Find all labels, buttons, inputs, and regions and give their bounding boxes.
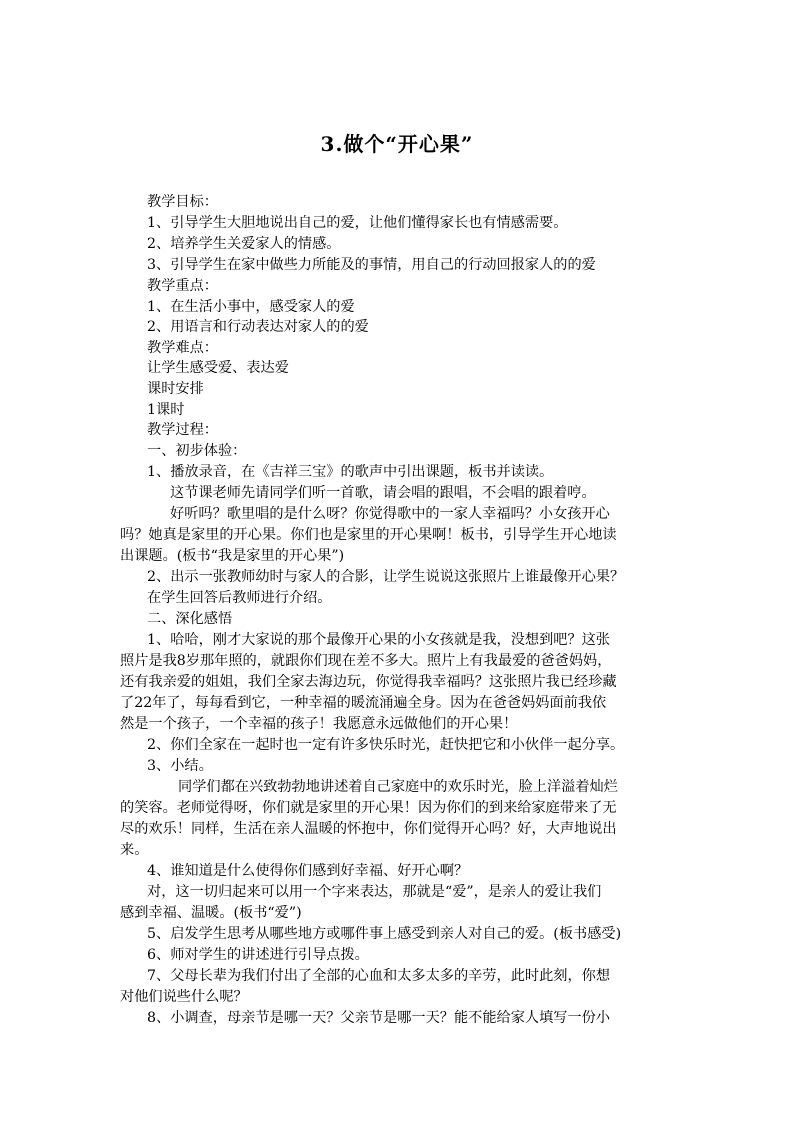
text-line: 1、在生活小事中，感受家人的爱 — [147, 299, 355, 315]
text-line: 感到幸福、温暖。(板书“爱”) — [120, 905, 302, 921]
text-line: 3、引导学生在家中做些力所能及的事情，用自己的行动回报家人的的爱 — [147, 257, 596, 273]
text-line: 课时安排 — [147, 381, 204, 397]
text-line: 教学目标： — [147, 194, 218, 210]
text-line: 对，这一切归起来可以用一个字来表达，那就是“爱”，是亲人的爱让我们 — [147, 884, 602, 900]
text-line: 还有我亲爱的姐姐，我们全家去海边玩，你觉得我幸福吗？这张照片我已经珍藏 — [120, 674, 617, 690]
text-line: 2、出示一张教师幼时与家人的合影，让学生说说这张照片上谁最像开心果？ — [147, 569, 625, 585]
text-line: 吗？她真是家里的开心果。你们也是家里的开心果啊！板书，引导学生开心地读 — [120, 527, 617, 543]
text-line: 教学过程： — [147, 422, 218, 438]
text-line: 这节课老师先请同学们听一首歌，请会唱的跟唱，不会唱的跟着哼。 — [170, 485, 596, 501]
text-line: 教学重点： — [147, 278, 218, 294]
text-line: 7、父母长辈为我们付出了全部的心血和太多太多的辛劳，此时此刻，你想 — [147, 968, 611, 984]
text-line: 6、师对学生的讲述进行引导点拨。 — [147, 947, 369, 963]
text-line: 2、你们全家在一起时也一定有许多快乐时光，赶快把它和小伙伴一起分享。 — [147, 737, 625, 753]
text-line: 1、哈哈，刚才大家说的那个最像开心果的小女孩就是我，没想到吧？这张 — [147, 632, 611, 648]
text-line: 出课题。(板书“我是家里的开心果”) — [120, 548, 345, 564]
text-line: 3、小结。 — [147, 758, 213, 774]
text-line: 在学生回答后教师进行介绍。 — [147, 590, 332, 606]
text-line: 让学生感受爱、表达爱 — [147, 360, 289, 376]
text-line: 来。 — [120, 842, 149, 858]
text-line: 教学难点： — [147, 340, 218, 356]
text-line: 1课时 — [147, 402, 185, 418]
text-line: 的笑容。老师觉得呀，你们就是家里的开心果！因为你们的到来给家庭带来了无 — [120, 800, 617, 816]
page-title: 3.做个“开心果” — [320, 132, 474, 156]
text-line: 8、小调查，母亲节是哪一天？父亲节是哪一天？能不能给家人填写一份小 — [147, 1010, 611, 1026]
text-line: 然是一个孩子，一个幸福的孩子！我愿意永远做他们的开心果！ — [120, 716, 518, 732]
text-line: 一、初步体验： — [147, 443, 247, 459]
text-line: 照片是我8岁那年照的，就跟你们现在差不多大。照片上有我最爱的爸爸妈妈， — [120, 653, 612, 669]
text-line: 尽的欢乐！同样，生活在亲人温暖的怀抱中，你们觉得开心吗？好，大声地说出 — [120, 821, 617, 837]
text-line: 5、启发学生思考从哪些地方或哪件事上感受到亲人对自己的爱。(板书感受) — [147, 926, 622, 942]
text-line: 了22年了，每每看到它，一种幸福的暖流涌遍全身。因为在爸爸妈妈面前我依 — [120, 695, 607, 711]
text-line: 1、播放录音，在《吉祥三宝》的歌声中引出课题，板书并读读。 — [147, 464, 554, 480]
text-line: 同学们都在兴致勃勃地讲述着自己家庭中的欢乐时光，脸上洋溢着灿烂 — [178, 779, 618, 795]
text-line: 2、用语言和行动表达对家人的的爱 — [147, 319, 369, 335]
text-line: 二、深化感悟 — [147, 611, 233, 627]
text-line: 对他们说些什么呢？ — [120, 989, 248, 1005]
text-line: 1、引导学生大胆地说出自己的爱，让他们懂得家长也有情感需要。 — [147, 215, 568, 231]
text-line: 好听吗？歌里唱的是什么呀？你觉得歌中的一家人幸福吗？小女孩开心 — [170, 506, 610, 522]
text-line: 4、谁知道是什么使得你们感到好幸福、好开心啊？ — [147, 863, 469, 879]
text-line: 2、培养学生关爱家人的情感。 — [147, 236, 341, 252]
